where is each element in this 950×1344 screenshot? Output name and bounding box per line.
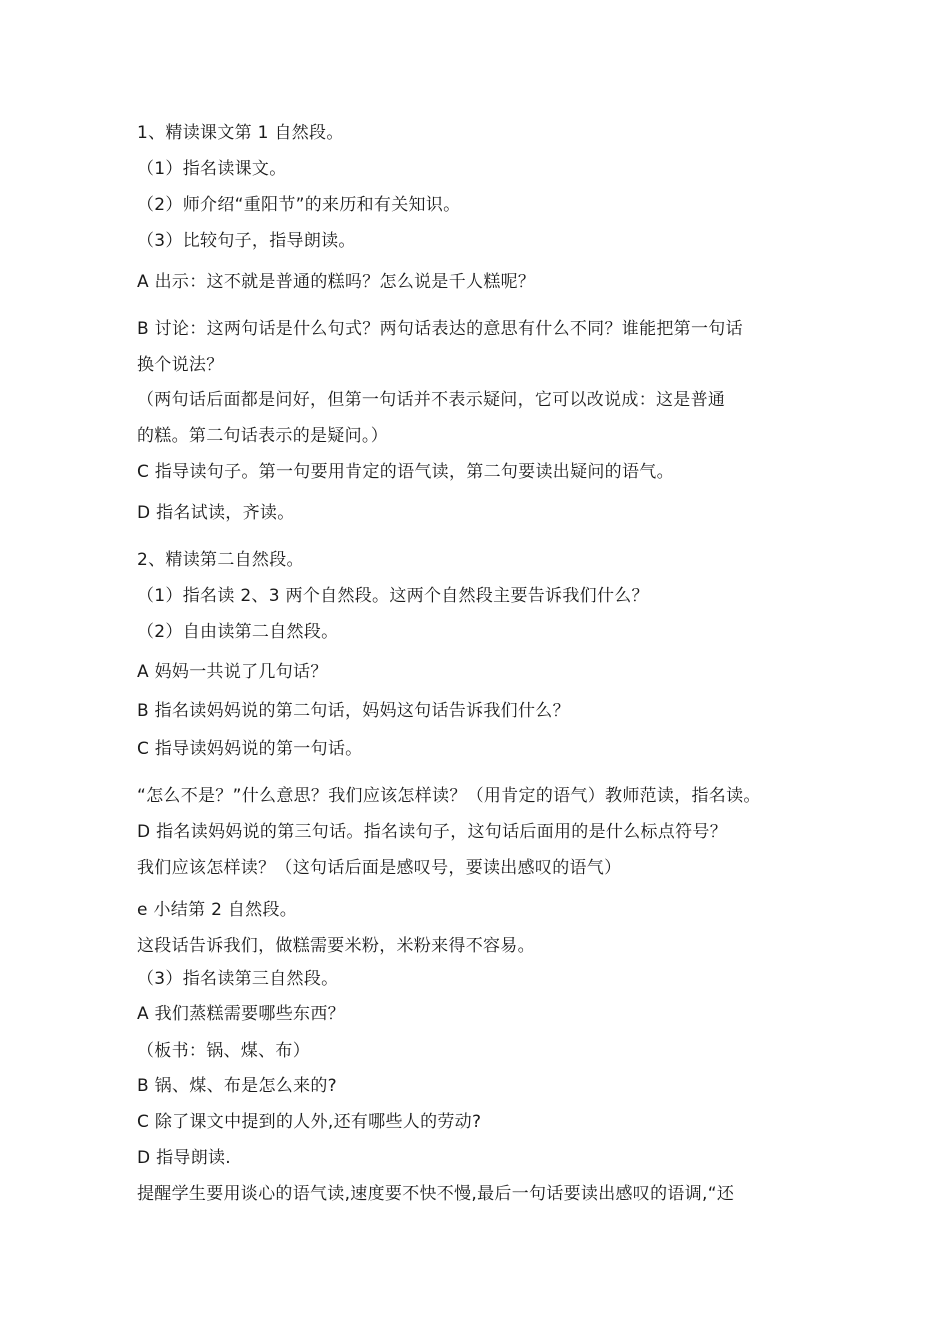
text-line: （3）指名读第三自然段。 — [137, 969, 339, 989]
section-heading-2: 2、精读第二自然段。 — [137, 550, 304, 570]
text-line: C 除了课文中提到的人外,还有哪些人的劳动? — [137, 1112, 482, 1132]
text-line: “怎么不是？”什么意思？我们应该怎样读？（用肯定的语气）教师范读，指名读。 — [137, 786, 761, 806]
text-line: （1）指名读 2、3 两个自然段。这两个自然段主要告诉我们什么？ — [137, 586, 649, 606]
text-line: C 指导读句子。第一句要用肯定的语气读，第二句要读出疑问的语气。 — [137, 462, 674, 482]
text-line: A 我们蒸糕需要哪些东西？ — [137, 1004, 345, 1024]
text-line: 换个说法？ — [137, 355, 224, 375]
text-line: （板书：锅、煤、布） — [137, 1041, 310, 1061]
text-line: B 锅、煤、布是怎么来的? — [137, 1076, 337, 1096]
text-line: C 指导读妈妈说的第一句话。 — [137, 739, 363, 759]
text-line: 的糕。第二句话表示的是疑问。） — [137, 426, 388, 446]
text-line: 提醒学生要用谈心的语气读,速度要不快不慢,最后一句话要读出感叹的语调,“还 — [137, 1184, 735, 1204]
text-line: （3）比较句子，指导朗读。 — [137, 231, 356, 251]
text-line: D 指导朗读. — [137, 1148, 231, 1168]
section-heading-1: 1、精读课文第 1 自然段。 — [137, 123, 344, 143]
text-line: A 出示：这不就是普通的糕吗？怎么说是千人糕呢？ — [137, 272, 536, 292]
text-line: （2）师介绍“重阳节”的来历和有关知识。 — [137, 195, 461, 215]
text-line: （1）指名读课文。 — [137, 159, 287, 179]
text-line: 我们应该怎样读？（这句话后面是感叹号，要读出感叹的语气） — [137, 858, 622, 878]
text-line: D 指名读妈妈说的第三句话。指名读句子，这句话后面用的是什么标点符号？ — [137, 822, 727, 842]
text-line: A 妈妈一共说了几句话？ — [137, 662, 328, 682]
text-line: （2）自由读第二自然段。 — [137, 622, 339, 642]
text-line: e 小结第 2 自然段。 — [137, 900, 298, 920]
text-line: D 指名试读，齐读。 — [137, 503, 295, 523]
text-line: （两句话后面都是问好，但第一句话并不表示疑问，它可以改说成：这是普通 — [137, 390, 726, 410]
text-line: 这段话告诉我们，做糕需要米粉，米粉来得不容易。 — [137, 936, 535, 956]
text-line: B 指名读妈妈说的第二句话，妈妈这句话告诉我们什么？ — [137, 701, 570, 721]
text-line: B 讨论：这两句话是什么句式？两句话表达的意思有什么不同？谁能把第一句话 — [137, 319, 743, 339]
